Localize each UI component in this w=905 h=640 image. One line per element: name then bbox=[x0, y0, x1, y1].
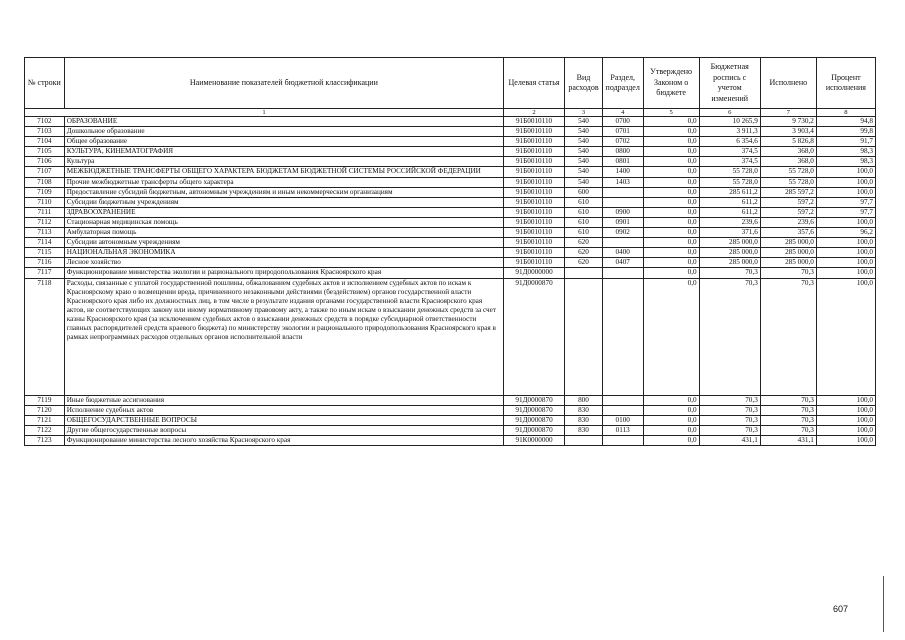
section-code: 0900 bbox=[602, 207, 643, 217]
indicator-name: Другие общегосударственные вопросы bbox=[64, 425, 503, 435]
row-number: 7105 bbox=[25, 147, 65, 157]
header-budget-plan: Бюджетная роспись с учетом изменений bbox=[699, 58, 760, 109]
target-article: 91Б0010110 bbox=[503, 197, 564, 207]
budget-plan-amount: 374,5 bbox=[699, 157, 760, 167]
indicator-name: НАЦИОНАЛЬНАЯ ЭКОНОМИКА bbox=[64, 248, 503, 258]
header-row bbox=[25, 58, 876, 109]
budget-plan-amount: 285 000,0 bbox=[699, 238, 760, 248]
budget-plan-amount: 285 000,0 bbox=[699, 248, 760, 258]
expense-kind: 620 bbox=[565, 258, 603, 268]
table-row bbox=[25, 268, 876, 278]
executed-amount: 285 000,0 bbox=[760, 248, 816, 258]
budget-plan-amount: 70,3 bbox=[699, 415, 760, 425]
approved-amount: 0,0 bbox=[643, 117, 699, 127]
header-row-number: № строки bbox=[25, 58, 65, 109]
target-article: 91Б0010110 bbox=[503, 228, 564, 238]
indicator-name: ОБРАЗОВАНИЕ bbox=[64, 117, 503, 127]
indicator-name: Субсидии автономным учреждениям bbox=[64, 238, 503, 248]
target-article: 91Б0010110 bbox=[503, 117, 564, 127]
expense-kind: 610 bbox=[565, 228, 603, 238]
table-row bbox=[25, 187, 876, 197]
table-row bbox=[25, 395, 876, 405]
section-code bbox=[602, 405, 643, 415]
section-code: 0701 bbox=[602, 127, 643, 137]
budget-plan-amount: 70,3 bbox=[699, 268, 760, 278]
approved-amount: 0,0 bbox=[643, 425, 699, 435]
target-article: 91Б0010110 bbox=[503, 238, 564, 248]
section-code: 0100 bbox=[602, 415, 643, 425]
expense-kind: 620 bbox=[565, 248, 603, 258]
budget-plan-amount: 55 728,0 bbox=[699, 167, 760, 177]
target-article: 91Б0010110 bbox=[503, 167, 564, 177]
expense-kind: 540 bbox=[565, 157, 603, 167]
approved-amount: 0,0 bbox=[643, 405, 699, 415]
target-article: 91Б0010110 bbox=[503, 127, 564, 137]
target-article: 91Б0010110 bbox=[503, 147, 564, 157]
approved-amount: 0,0 bbox=[643, 217, 699, 227]
approved-amount: 0,0 bbox=[643, 238, 699, 248]
section-code bbox=[602, 197, 643, 207]
section-code: 0901 bbox=[602, 217, 643, 227]
table-row bbox=[25, 127, 876, 137]
row-number: 7112 bbox=[25, 217, 65, 227]
budget-plan-amount: 6 354,6 bbox=[699, 137, 760, 147]
expense-kind bbox=[565, 268, 603, 278]
executed-amount: 368,0 bbox=[760, 147, 816, 157]
table-row bbox=[25, 207, 876, 217]
indicator-name: Предоставление субсидий бюджетным, автономным учреждениям и иным некоммерческим организациям bbox=[64, 187, 503, 197]
indicator-name: КУЛЬТУРА, КИНЕМАТОГРАФИЯ bbox=[64, 147, 503, 157]
indicator-name: МЕЖБЮДЖЕТНЫЕ ТРАНСФЕРТЫ ОБЩЕГО ХАРАКТЕРА БЮДЖЕТАМ БЮДЖЕТНОЙ СИСТЕМЫ РОССИЙСКОЙ ФЕДЕРАЦИИ bbox=[64, 167, 503, 177]
table-row bbox=[25, 435, 876, 445]
expense-kind bbox=[565, 435, 603, 445]
header-executed: Исполнено bbox=[760, 58, 816, 109]
budget-plan-amount: 371,6 bbox=[699, 228, 760, 238]
row-number: 7119 bbox=[25, 395, 65, 405]
table-row bbox=[25, 117, 876, 127]
expense-kind: 620 bbox=[565, 238, 603, 248]
target-article: 91Д0000870 bbox=[503, 405, 564, 415]
row-number: 7110 bbox=[25, 197, 65, 207]
approved-amount: 0,0 bbox=[643, 395, 699, 405]
table-row bbox=[25, 217, 876, 227]
approved-amount: 0,0 bbox=[643, 228, 699, 238]
indicator-name: Культура bbox=[64, 157, 503, 167]
expense-kind: 830 bbox=[565, 415, 603, 425]
approved-amount: 0,0 bbox=[643, 137, 699, 147]
indicator-name: Дошкольное образование bbox=[64, 127, 503, 137]
table-row bbox=[25, 147, 876, 157]
table-row bbox=[25, 415, 876, 425]
expense-kind: 610 bbox=[565, 197, 603, 207]
indicator-name: Расходы, связанные с уплатой государственной пошлины, обжалованием судебных актов и исполнением судебных актов по искам к Красноярскому краю о возмещении вреда, причиненного незаконными действиями (бездействием) органов государственной власти Красноярского края либо их должностных лиц, в том числе в результате издания органами государственной власти Красноярского края актов, не соответствующих закону или иному нормативному правовому акту, а также по иным искам о взыскании денежных средств за счет казны Красноярского края (за исключением судебных актов о взыскании денежных средств в порядке субсидиарной ответственности главных распорядителей средств краевого бюджета) по министерству экологии и рационального природопользования Красноярского края в рамках непрограммных расходов отдельных органов исполнительной власти bbox=[64, 278, 503, 395]
column-number: 2 bbox=[503, 109, 564, 117]
header-approved: Утверждено Законом о бюджете bbox=[643, 58, 699, 109]
indicator-name: ЗДРАВООХРАНЕНИЕ bbox=[64, 207, 503, 217]
page-edge-line bbox=[883, 576, 884, 632]
execution-percent: 97,7 bbox=[816, 207, 875, 217]
column-number-row bbox=[25, 109, 876, 117]
target-article: 91Д0000870 bbox=[503, 278, 564, 395]
expense-kind: 540 bbox=[565, 117, 603, 127]
execution-percent: 100,0 bbox=[816, 258, 875, 268]
row-number: 7108 bbox=[25, 177, 65, 187]
execution-percent: 100,0 bbox=[816, 395, 875, 405]
column-number: 6 bbox=[699, 109, 760, 117]
table-row bbox=[25, 157, 876, 167]
expense-kind: 800 bbox=[565, 395, 603, 405]
expense-kind: 830 bbox=[565, 405, 603, 415]
execution-percent: 100,0 bbox=[816, 425, 875, 435]
indicator-name: Стационарная медицинская помощь bbox=[64, 217, 503, 227]
section-code bbox=[602, 187, 643, 197]
executed-amount: 368,0 bbox=[760, 157, 816, 167]
approved-amount: 0,0 bbox=[643, 435, 699, 445]
target-article: 91Б0010110 bbox=[503, 177, 564, 187]
execution-percent: 100,0 bbox=[816, 268, 875, 278]
execution-percent: 100,0 bbox=[816, 248, 875, 258]
section-code: 0407 bbox=[602, 258, 643, 268]
row-number: 7109 bbox=[25, 187, 65, 197]
execution-percent: 100,0 bbox=[816, 278, 875, 395]
executed-amount: 55 728,0 bbox=[760, 177, 816, 187]
budget-plan-amount: 70,3 bbox=[699, 278, 760, 395]
approved-amount: 0,0 bbox=[643, 268, 699, 278]
expense-kind: 600 bbox=[565, 187, 603, 197]
column-number: 7 bbox=[760, 109, 816, 117]
executed-amount: 55 728,0 bbox=[760, 167, 816, 177]
section-code: 0902 bbox=[602, 228, 643, 238]
executed-amount: 9 730,2 bbox=[760, 117, 816, 127]
header-expense-kind: Вид расходов bbox=[565, 58, 603, 109]
indicator-name: Прочие межбюджетные трансферты общего характера bbox=[64, 177, 503, 187]
executed-amount: 285 597,2 bbox=[760, 187, 816, 197]
budget-execution-table bbox=[24, 57, 876, 446]
execution-percent: 96,2 bbox=[816, 228, 875, 238]
section-code: 0400 bbox=[602, 248, 643, 258]
table-row bbox=[25, 238, 876, 248]
executed-amount: 285 000,0 bbox=[760, 258, 816, 268]
section-code bbox=[602, 238, 643, 248]
executed-amount: 431,1 bbox=[760, 435, 816, 445]
executed-amount: 597,2 bbox=[760, 197, 816, 207]
header-indicator-name: Наименование показателей бюджетной классификации bbox=[64, 58, 503, 109]
approved-amount: 0,0 bbox=[643, 127, 699, 137]
table-row bbox=[25, 137, 876, 147]
budget-plan-amount: 70,3 bbox=[699, 425, 760, 435]
row-number: 7102 bbox=[25, 117, 65, 127]
execution-percent: 100,0 bbox=[816, 167, 875, 177]
target-article: 91Б0010110 bbox=[503, 248, 564, 258]
row-number: 7116 bbox=[25, 258, 65, 268]
table-row bbox=[25, 425, 876, 435]
approved-amount: 0,0 bbox=[643, 258, 699, 268]
approved-amount: 0,0 bbox=[643, 415, 699, 425]
expense-kind bbox=[565, 278, 603, 395]
executed-amount: 357,6 bbox=[760, 228, 816, 238]
section-code bbox=[602, 278, 643, 395]
expense-kind: 540 bbox=[565, 137, 603, 147]
execution-percent: 94,8 bbox=[816, 117, 875, 127]
table-row bbox=[25, 167, 876, 177]
budget-plan-amount: 70,3 bbox=[699, 405, 760, 415]
target-article: 91Д0000870 bbox=[503, 415, 564, 425]
budget-plan-amount: 55 728,0 bbox=[699, 177, 760, 187]
section-code: 0700 bbox=[602, 117, 643, 127]
row-number: 7122 bbox=[25, 425, 65, 435]
execution-percent: 100,0 bbox=[816, 405, 875, 415]
budget-plan-amount: 611,2 bbox=[699, 207, 760, 217]
expense-kind: 540 bbox=[565, 127, 603, 137]
target-article: 91Б0010110 bbox=[503, 258, 564, 268]
execution-percent: 100,0 bbox=[816, 435, 875, 445]
executed-amount: 5 826,8 bbox=[760, 137, 816, 147]
execution-percent: 100,0 bbox=[816, 217, 875, 227]
executed-amount: 70,3 bbox=[760, 415, 816, 425]
execution-percent: 100,0 bbox=[816, 177, 875, 187]
budget-plan-amount: 3 911,3 bbox=[699, 127, 760, 137]
approved-amount: 0,0 bbox=[643, 167, 699, 177]
expense-kind: 610 bbox=[565, 217, 603, 227]
target-article: 91Б0010110 bbox=[503, 187, 564, 197]
header-target-article: Целевая статья bbox=[503, 58, 564, 109]
row-number: 7103 bbox=[25, 127, 65, 137]
budget-plan-amount: 10 265,9 bbox=[699, 117, 760, 127]
table-row bbox=[25, 228, 876, 238]
indicator-name: Лесное хозяйство bbox=[64, 258, 503, 268]
table-row bbox=[25, 278, 876, 395]
section-code: 0702 bbox=[602, 137, 643, 147]
row-number: 7106 bbox=[25, 157, 65, 167]
approved-amount: 0,0 bbox=[643, 197, 699, 207]
row-number: 7111 bbox=[25, 207, 65, 217]
row-number: 7115 bbox=[25, 248, 65, 258]
table-row bbox=[25, 405, 876, 415]
target-article: 91К0000000 bbox=[503, 435, 564, 445]
row-number: 7118 bbox=[25, 278, 65, 395]
target-article: 91Д0000870 bbox=[503, 425, 564, 435]
indicator-name: Функционирование министерства экологии и рационального природопользования Красноярского края bbox=[64, 268, 503, 278]
expense-kind: 540 bbox=[565, 147, 603, 157]
approved-amount: 0,0 bbox=[643, 147, 699, 157]
indicator-name: Иные бюджетные ассигнования bbox=[64, 395, 503, 405]
expense-kind: 540 bbox=[565, 167, 603, 177]
header-percent: Процент исполнения bbox=[816, 58, 875, 109]
row-number: 7117 bbox=[25, 268, 65, 278]
executed-amount: 285 000,0 bbox=[760, 238, 816, 248]
column-number: 5 bbox=[643, 109, 699, 117]
column-number: 4 bbox=[602, 109, 643, 117]
expense-kind: 610 bbox=[565, 207, 603, 217]
section-code: 0800 bbox=[602, 147, 643, 157]
row-number: 7121 bbox=[25, 415, 65, 425]
table-row bbox=[25, 258, 876, 268]
budget-plan-amount: 285 611,2 bbox=[699, 187, 760, 197]
execution-percent: 100,0 bbox=[816, 238, 875, 248]
execution-percent: 99,8 bbox=[816, 127, 875, 137]
indicator-name: Функционирование министерства лесного хозяйства Красноярского края bbox=[64, 435, 503, 445]
executed-amount: 70,3 bbox=[760, 405, 816, 415]
executed-amount: 597,2 bbox=[760, 207, 816, 217]
execution-percent: 98,3 bbox=[816, 147, 875, 157]
page-number: 607 bbox=[833, 604, 849, 614]
budget-plan-amount: 285 000,0 bbox=[699, 258, 760, 268]
column-number: 1 bbox=[25, 109, 504, 117]
execution-percent: 100,0 bbox=[816, 415, 875, 425]
table-row bbox=[25, 197, 876, 207]
expense-kind: 830 bbox=[565, 425, 603, 435]
indicator-name: ОБЩЕГОСУДАРСТВЕННЫЕ ВОПРОСЫ bbox=[64, 415, 503, 425]
approved-amount: 0,0 bbox=[643, 187, 699, 197]
executed-amount: 3 903,4 bbox=[760, 127, 816, 137]
column-number: 8 bbox=[816, 109, 875, 117]
budget-plan-amount: 239,6 bbox=[699, 217, 760, 227]
section-code bbox=[602, 395, 643, 405]
budget-plan-amount: 374,5 bbox=[699, 147, 760, 157]
section-code: 1400 bbox=[602, 167, 643, 177]
execution-percent: 100,0 bbox=[816, 187, 875, 197]
indicator-name: Амбулаторная помощь bbox=[64, 228, 503, 238]
budget-plan-amount: 431,1 bbox=[699, 435, 760, 445]
expense-kind: 540 bbox=[565, 177, 603, 187]
approved-amount: 0,0 bbox=[643, 248, 699, 258]
approved-amount: 0,0 bbox=[643, 278, 699, 395]
row-number: 7104 bbox=[25, 137, 65, 147]
row-number: 7120 bbox=[25, 405, 65, 415]
target-article: 91Б0010110 bbox=[503, 207, 564, 217]
approved-amount: 0,0 bbox=[643, 177, 699, 187]
indicator-name: Исполнение судебных актов bbox=[64, 405, 503, 415]
section-code bbox=[602, 435, 643, 445]
executed-amount: 70,3 bbox=[760, 395, 816, 405]
target-article: 91Д0000000 bbox=[503, 268, 564, 278]
approved-amount: 0,0 bbox=[643, 207, 699, 217]
table-row bbox=[25, 177, 876, 187]
column-number: 3 bbox=[565, 109, 603, 117]
header-section: Раздел, подраздел bbox=[602, 58, 643, 109]
executed-amount: 70,3 bbox=[760, 425, 816, 435]
budget-plan-amount: 70,3 bbox=[699, 395, 760, 405]
execution-percent: 97,7 bbox=[816, 197, 875, 207]
table-row bbox=[25, 248, 876, 258]
row-number: 7123 bbox=[25, 435, 65, 445]
executed-amount: 70,3 bbox=[760, 278, 816, 395]
indicator-name: Субсидии бюджетным учреждениям bbox=[64, 197, 503, 207]
section-code: 0801 bbox=[602, 157, 643, 167]
section-code: 0113 bbox=[602, 425, 643, 435]
target-article: 91Б0010110 bbox=[503, 217, 564, 227]
row-number: 7107 bbox=[25, 167, 65, 177]
budget-plan-amount: 611,2 bbox=[699, 197, 760, 207]
section-code: 1403 bbox=[602, 177, 643, 187]
executed-amount: 239,6 bbox=[760, 217, 816, 227]
target-article: 91Д0000870 bbox=[503, 395, 564, 405]
row-number: 7113 bbox=[25, 228, 65, 238]
approved-amount: 0,0 bbox=[643, 157, 699, 167]
section-code bbox=[602, 268, 643, 278]
execution-percent: 98,3 bbox=[816, 157, 875, 167]
row-number: 7114 bbox=[25, 238, 65, 248]
target-article: 91Б0010110 bbox=[503, 157, 564, 167]
indicator-name: Общее образование bbox=[64, 137, 503, 147]
execution-percent: 91,7 bbox=[816, 137, 875, 147]
executed-amount: 70,3 bbox=[760, 268, 816, 278]
target-article: 91Б0010110 bbox=[503, 137, 564, 147]
